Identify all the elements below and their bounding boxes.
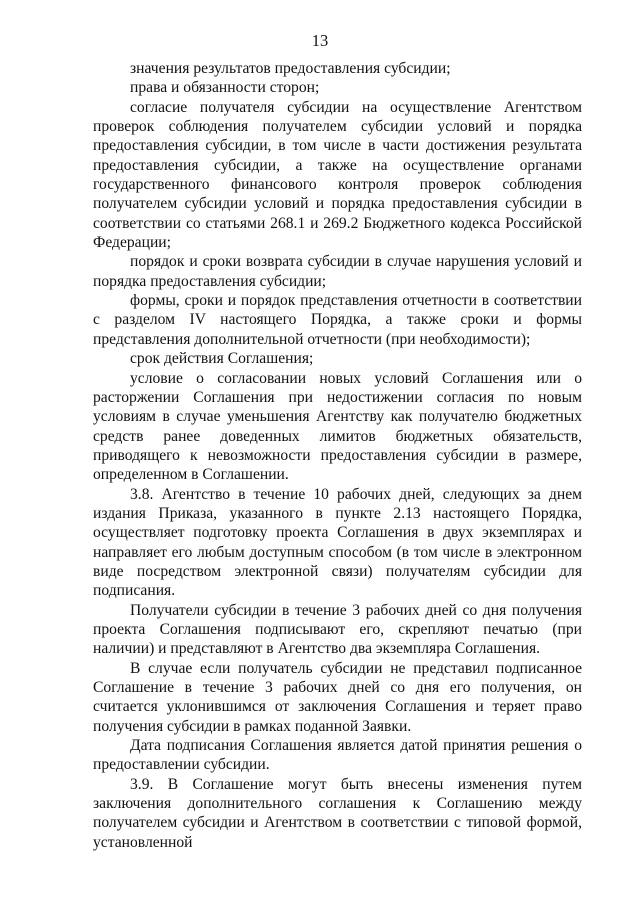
paragraph-3: согласие получателя субсидии на осуществление Агентством проверок соблюдения получателем субсидии условий и порядка предоставления субсидии, в том числе в части достижения результата предоставления субсидии, а также на осуществление органами государственного финансового контроля проверок соблюдения получателем субсидии условий и порядка предоставления субсидии в соответствии со статьями 268.1 и 269.2 Бюджетного кодекса Российской Федерации; <box>93 98 582 252</box>
document-body <box>93 59 582 852</box>
paragraph-8: 3.8. Агентство в течение 10 рабочих дней, следующих за днем издания Приказа, указанного в пункте 2.13 настоящего Порядка, осуществляет подготовку проекта Соглашения в двух экземплярах и направляет его любым доступным способом (в том числе в электронном виде посредством электронной связи) получателям субсидии для подписания. <box>93 485 582 600</box>
paragraph-2: права и обязанности сторон; <box>130 79 320 97</box>
paragraph-4: порядок и сроки возврата субсидии в случае нарушения условий и порядка предоставления субсидии; <box>93 253 582 290</box>
paragraph-1: значения результатов предоставления субсидии; <box>130 60 451 77</box>
paragraph-10: В случае если получатель субсидии не представил подписанное Соглашение в течение 3 рабочих дней со дня его получения, он считается уклонившимся от заключения Соглашения и теряет право получения субсидии в рамках поданной Заявки. <box>93 659 582 735</box>
paragraph-12: 3.9. В Соглашение могут быть внесены изменения путем заключения дополнительного соглашения к Соглашению между получателем субсидии и Агентством в соответствии с типовой формой, установленной <box>93 775 582 851</box>
page-number: 13 <box>311 31 329 50</box>
paragraph-7: условие о согласовании новых условий Соглашения или о расторжении Соглашения при недостижении согласия по новым условиям в случае уменьшения Агентству как получателю бюджетных средств ранее доведенных лимитов бюджетных обязательств, приводящего к невозможности предоставления субсидии в размере, определенном в Соглашении. <box>93 369 582 484</box>
paragraph-11: Дата подписания Соглашения является датой принятия решения о предоставлении субсидии. <box>93 737 582 774</box>
paragraph-9: Получатели субсидии в течение 3 рабочих дней со дня получения проекта Соглашения подписывают его, скрепляют печатью (при наличии) и представляют в Агентство два экземпляра Соглашения. <box>93 601 582 658</box>
paragraph-5: формы, сроки и порядок представления отчетности в соответствии с разделом IV настоящего Порядка, а также сроки и формы представления дополнительной отчетности (при необходимости); <box>93 292 582 348</box>
paragraph-6: срок действия Соглашения; <box>130 350 314 368</box>
